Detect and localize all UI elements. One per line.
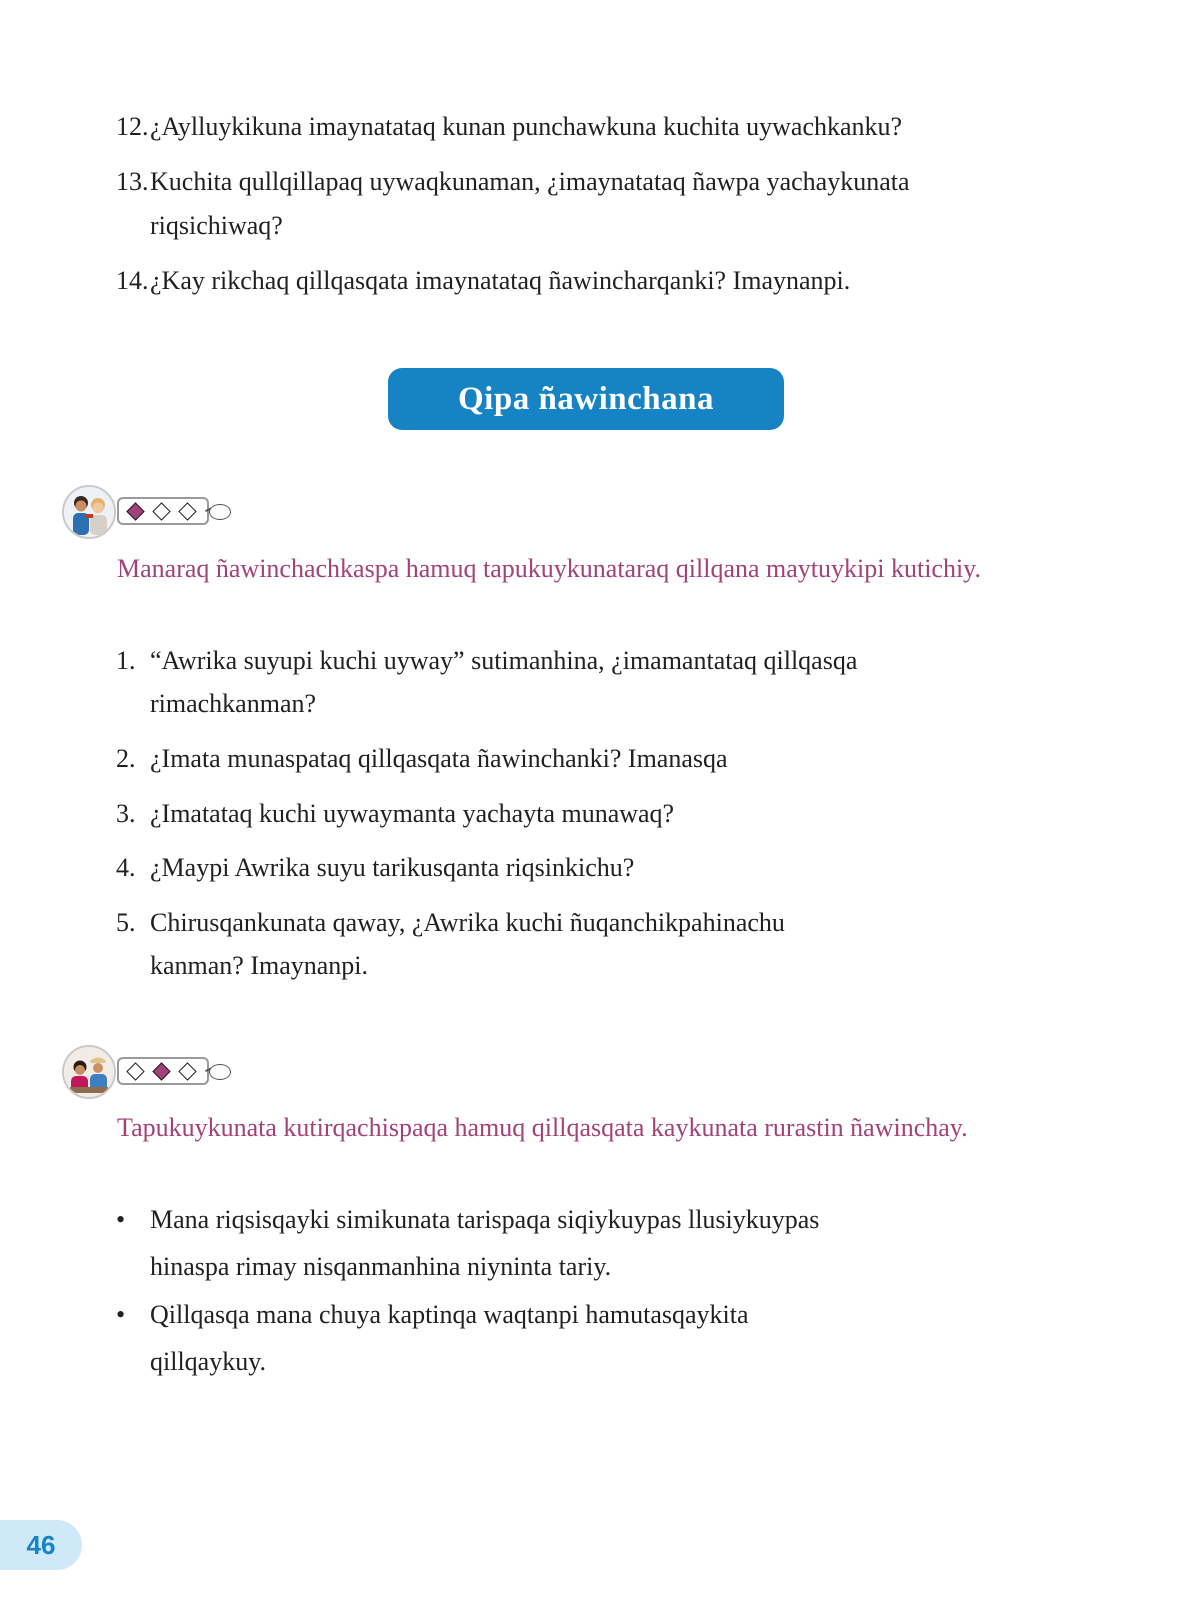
question-number: 14. [116,266,149,295]
list-text: ¿Imatataq kuchi uywaymanta yachayta munawaq? [150,799,675,828]
difficulty-level-indicator [117,497,209,525]
level-diamond-filled-icon [152,1062,170,1080]
list-number: 4. [116,853,136,882]
bullet-text-continued: hinaspa rimay nisqanmanhina niyninta tariy. [150,1252,612,1281]
question-number: 12. [116,112,149,141]
section-title-banner: Qipa ñawinchana [388,368,784,430]
level-diamond-empty-icon [178,502,196,520]
activity2-instruction: Tapukuykunata kutirqachispaqa hamuq qillqasqata kaykunata rurastin ñawinchay. [117,1113,968,1142]
level-diamond-filled-icon [126,502,144,520]
question-number: 13. [116,167,149,196]
question-text: ¿Kay rikchaq qillqasqata imaynatataq ñawincharqanki? Imaynanpi. [150,266,851,295]
tag-loop-icon [209,504,231,520]
level-diamond-empty-icon [152,502,170,520]
students-group-avatar-icon [64,1047,114,1097]
bullet-text-continued: qillqaykuy. [150,1347,267,1376]
list-text-continued: kanman? Imaynanpi. [150,951,369,980]
tag-loop-icon [209,1064,231,1080]
difficulty-level-indicator [117,1057,209,1085]
list-text: ¿Imata munaspataq qillqasqata ñawinchanki? Imanasqa [150,744,728,773]
question-text: ¿Aylluykikuna imaynatataq kunan punchawkuna kuchita uywachkanku? [150,112,903,141]
list-number: 3. [116,799,136,828]
list-number: 1. [116,646,136,675]
question-text: Kuchita qullqillapaq uywaqkunaman, ¿imaynatataq ñawpa yachaykunata [150,167,910,196]
two-children-avatar-icon [64,487,114,537]
bullet-text: Mana riqsisqayki simikunata tarispaqa siqiykuypas llusiykuypas [150,1205,820,1234]
two-children-avatar-icon [62,485,116,539]
bullet-text: Qillqasqa mana chuya kaptinqa waqtanpi hamutasqaykita [150,1300,749,1329]
bullet-icon: • [116,1205,126,1234]
list-text: Chirusqankunata qaway, ¿Awrika kuchi ñuqanchikpahinachu [150,908,785,937]
page-number-tab [0,1520,82,1570]
question-text-continued: riqsichiwaq? [150,211,283,240]
activity1-instruction: Manaraq ñawinchachkaspa hamuq tapukuykunataraq qillqana maytuykipi kutichiy. [117,554,981,583]
bullet-icon: • [116,1300,126,1329]
list-text: “Awrika suyupi kuchi uyway” sutimanhina, ¿imamantataq qillqasqa [150,646,858,675]
level-diamond-empty-icon [178,1062,196,1080]
students-group-avatar-icon [62,1045,116,1099]
page-number: 46 [26,1529,56,1560]
list-text: ¿Maypi Awrika suyu tarikusqanta riqsinkichu? [150,853,635,882]
level-diamond-empty-icon [126,1062,144,1080]
list-number: 2. [116,744,136,773]
list-number: 5. [116,908,136,937]
list-text-continued: rimachkanman? [150,689,317,718]
